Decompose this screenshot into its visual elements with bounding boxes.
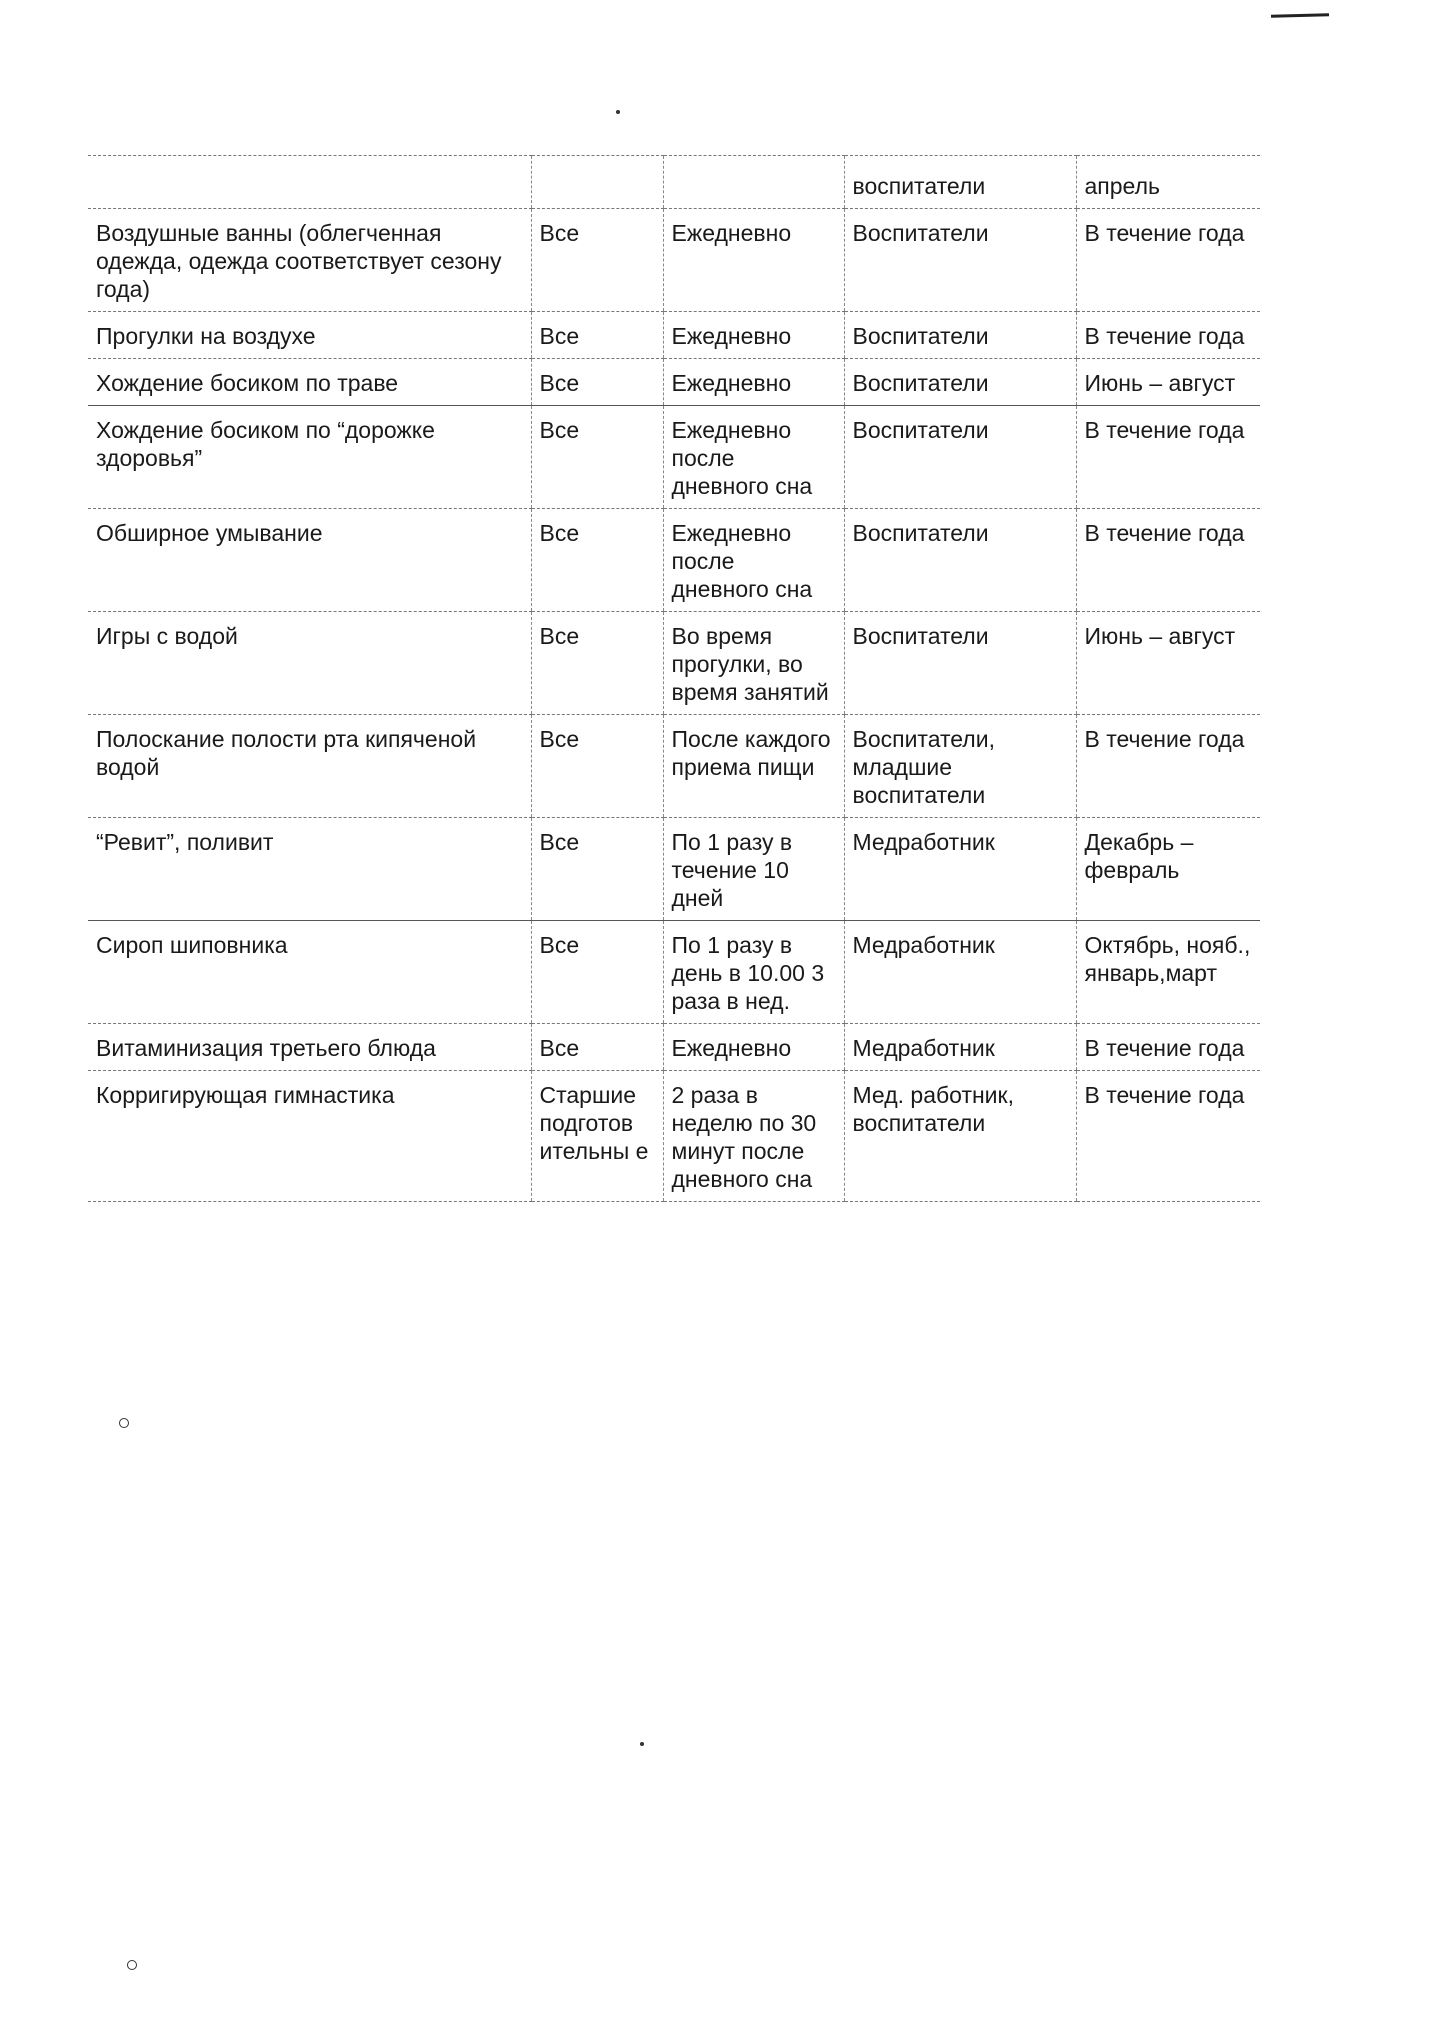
- group-cell: Все: [531, 209, 663, 312]
- responsible-cell: Воспитатели: [844, 612, 1076, 715]
- table-row: [88, 818, 1260, 921]
- period-cell: Декабрь – февраль: [1076, 818, 1260, 921]
- table-row: [88, 312, 1260, 359]
- period-cell: В течение года: [1076, 1071, 1260, 1202]
- activity-cell: Хождение босиком по “дорожке здоровья”: [88, 406, 531, 509]
- scan-speck: [616, 110, 620, 114]
- period-cell: апрель: [1076, 156, 1260, 209]
- frequency-cell: Ежедневно после дневного сна: [663, 509, 844, 612]
- scan-speck: [640, 1742, 644, 1746]
- activity-cell: Витаминизация третьего блюда: [88, 1024, 531, 1071]
- activity-cell: Прогулки на воздухе: [88, 312, 531, 359]
- health-activities-table: [88, 155, 1260, 1202]
- frequency-cell: Ежедневно: [663, 359, 844, 406]
- group-cell: Все: [531, 921, 663, 1024]
- responsible-cell: Медработник: [844, 818, 1076, 921]
- table-row: [88, 1071, 1260, 1202]
- scan-ring: [127, 1960, 137, 1970]
- responsible-cell: Воспитатели: [844, 312, 1076, 359]
- group-cell: Все: [531, 818, 663, 921]
- frequency-cell: Во время прогулки, во время занятий: [663, 612, 844, 715]
- period-cell: В течение года: [1076, 715, 1260, 818]
- table-row: [88, 359, 1260, 406]
- table-row: [88, 715, 1260, 818]
- group-cell: Все: [531, 359, 663, 406]
- group-cell: Все: [531, 715, 663, 818]
- activity-cell: “Ревит”, поливит: [88, 818, 531, 921]
- responsible-cell: Воспитатели: [844, 406, 1076, 509]
- group-cell: Все: [531, 1024, 663, 1071]
- scan-ring: [119, 1418, 129, 1428]
- activity-cell: [88, 156, 531, 209]
- scan-mark: [1271, 13, 1329, 18]
- responsible-cell: воспитатели: [844, 156, 1076, 209]
- responsible-cell: Воспитатели: [844, 209, 1076, 312]
- table-row: [88, 406, 1260, 509]
- frequency-cell: Ежедневно: [663, 1024, 844, 1071]
- activity-cell: Обширное умывание: [88, 509, 531, 612]
- activity-cell: Полоскание полости рта кипяченой водой: [88, 715, 531, 818]
- responsible-cell: Воспитатели: [844, 359, 1076, 406]
- group-cell: Старшие подготов ительны е: [531, 1071, 663, 1202]
- responsible-cell: Медработник: [844, 1024, 1076, 1071]
- frequency-cell: Ежедневно после дневного сна: [663, 406, 844, 509]
- frequency-cell: Ежедневно: [663, 312, 844, 359]
- group-cell: Все: [531, 509, 663, 612]
- frequency-cell: [663, 156, 844, 209]
- table-row: [88, 612, 1260, 715]
- activity-cell: Воздушные ванны (облегченная одежда, одежда соответствует сезону года): [88, 209, 531, 312]
- table-row: [88, 209, 1260, 312]
- period-cell: В течение года: [1076, 1024, 1260, 1071]
- activity-cell: Сироп шиповника: [88, 921, 531, 1024]
- period-cell: Июнь – август: [1076, 359, 1260, 406]
- frequency-cell: После каждого приема пищи: [663, 715, 844, 818]
- responsible-cell: Мед. работник, воспитатели: [844, 1071, 1076, 1202]
- activity-cell: Хождение босиком по траве: [88, 359, 531, 406]
- responsible-cell: Воспитатели, младшие воспитатели: [844, 715, 1076, 818]
- period-cell: В течение года: [1076, 209, 1260, 312]
- table-row: [88, 509, 1260, 612]
- table-row: [88, 921, 1260, 1024]
- period-cell: В течение года: [1076, 406, 1260, 509]
- group-cell: [531, 156, 663, 209]
- group-cell: Все: [531, 312, 663, 359]
- period-cell: В течение года: [1076, 312, 1260, 359]
- responsible-cell: Медработник: [844, 921, 1076, 1024]
- activity-cell: Корригирующая гимнастика: [88, 1071, 531, 1202]
- period-cell: Июнь – август: [1076, 612, 1260, 715]
- frequency-cell: 2 раза в неделю по 30 минут после дневного сна: [663, 1071, 844, 1202]
- activity-cell: Игры с водой: [88, 612, 531, 715]
- table-row: [88, 1024, 1260, 1071]
- group-cell: Все: [531, 406, 663, 509]
- frequency-cell: Ежедневно: [663, 209, 844, 312]
- group-cell: Все: [531, 612, 663, 715]
- frequency-cell: По 1 разу в течение 10 дней: [663, 818, 844, 921]
- period-cell: В течение года: [1076, 509, 1260, 612]
- frequency-cell: По 1 разу в день в 10.00 3 раза в нед.: [663, 921, 844, 1024]
- period-cell: Октябрь, нояб., январь,март: [1076, 921, 1260, 1024]
- table-row: [88, 156, 1260, 209]
- responsible-cell: Воспитатели: [844, 509, 1076, 612]
